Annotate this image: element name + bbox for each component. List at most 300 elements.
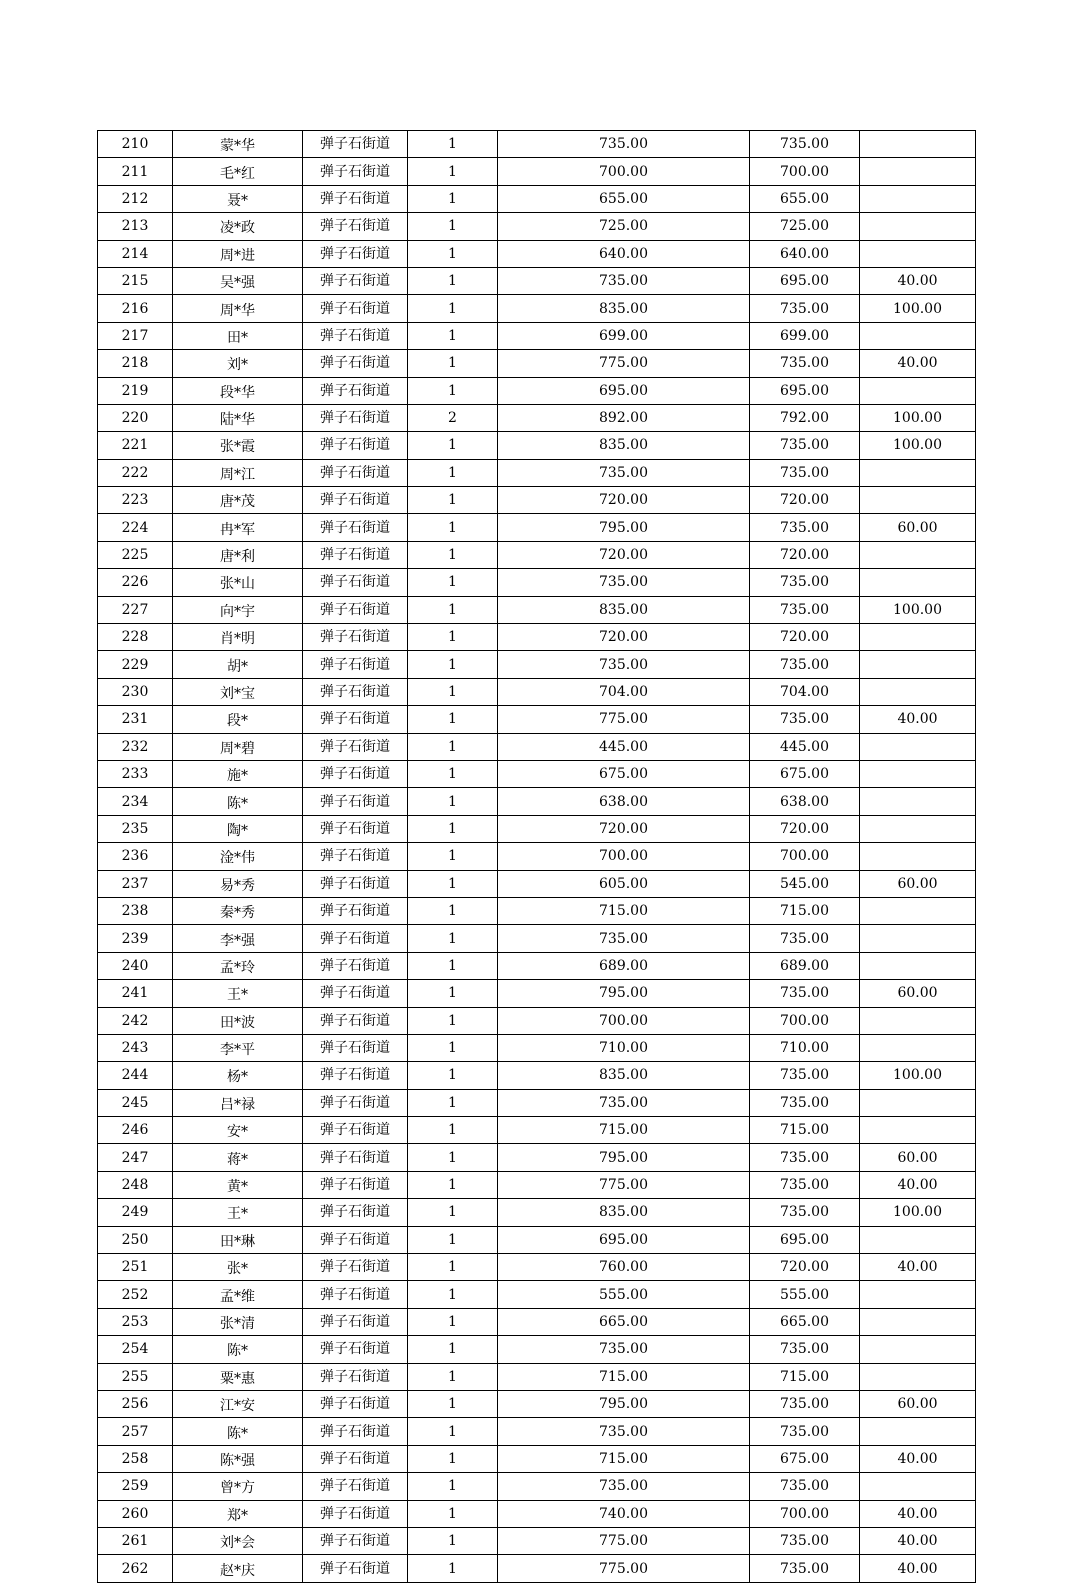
- street-cell: 弹子石街道: [303, 1390, 408, 1417]
- table-row: [98, 897, 976, 924]
- total-amount-cell: 720.00: [498, 815, 750, 842]
- standard-amount-cell: 735.00: [750, 980, 860, 1007]
- table-row: [98, 1089, 976, 1116]
- standard-amount-cell: 700.00: [750, 843, 860, 870]
- table-row: [98, 1336, 976, 1363]
- row-number-cell: 254: [98, 1336, 173, 1363]
- extra-amount-cell: 40.00: [860, 1555, 976, 1582]
- standard-amount-cell: 655.00: [750, 185, 860, 212]
- extra-amount-cell: [860, 651, 976, 678]
- name-cell: 张*霞: [173, 432, 303, 459]
- street-cell: 弹子石街道: [303, 1199, 408, 1226]
- street-cell: 弹子石街道: [303, 185, 408, 212]
- row-number-cell: 212: [98, 185, 173, 212]
- count-cell: 1: [408, 1226, 498, 1253]
- count-cell: 1: [408, 569, 498, 596]
- extra-amount-cell: [860, 1473, 976, 1500]
- row-number-cell: 221: [98, 432, 173, 459]
- total-amount-cell: 555.00: [498, 1281, 750, 1308]
- extra-amount-cell: [860, 131, 976, 158]
- total-amount-cell: 704.00: [498, 678, 750, 705]
- count-cell: 1: [408, 596, 498, 623]
- street-cell: 弹子石街道: [303, 240, 408, 267]
- extra-amount-cell: [860, 1281, 976, 1308]
- row-number-cell: 262: [98, 1555, 173, 1582]
- table-row: [98, 295, 976, 322]
- count-cell: 1: [408, 1336, 498, 1363]
- table-row: [98, 1555, 976, 1582]
- table-row: [98, 733, 976, 760]
- street-cell: 弹子石街道: [303, 678, 408, 705]
- name-cell: 冉*军: [173, 514, 303, 541]
- standard-amount-cell: 715.00: [750, 897, 860, 924]
- name-cell: 张*清: [173, 1308, 303, 1335]
- count-cell: 1: [408, 267, 498, 294]
- name-cell: 孟*维: [173, 1281, 303, 1308]
- total-amount-cell: 725.00: [498, 213, 750, 240]
- row-number-cell: 219: [98, 377, 173, 404]
- street-cell: 弹子石街道: [303, 624, 408, 651]
- extra-amount-cell: 100.00: [860, 596, 976, 623]
- row-number-cell: 238: [98, 897, 173, 924]
- count-cell: 1: [408, 1171, 498, 1198]
- standard-amount-cell: 700.00: [750, 1500, 860, 1527]
- total-amount-cell: 892.00: [498, 404, 750, 431]
- row-number-cell: 215: [98, 267, 173, 294]
- row-number-cell: 230: [98, 678, 173, 705]
- table-row: [98, 131, 976, 158]
- standard-amount-cell: 735.00: [750, 1390, 860, 1417]
- row-number-cell: 227: [98, 596, 173, 623]
- total-amount-cell: 735.00: [498, 1473, 750, 1500]
- total-amount-cell: 715.00: [498, 1445, 750, 1472]
- extra-amount-cell: [860, 1336, 976, 1363]
- table-row: [98, 1363, 976, 1390]
- table-row: [98, 1390, 976, 1417]
- name-cell: 凌*政: [173, 213, 303, 240]
- extra-amount-cell: [860, 487, 976, 514]
- extra-amount-cell: [860, 788, 976, 815]
- count-cell: 1: [408, 925, 498, 952]
- name-cell: 田*琳: [173, 1226, 303, 1253]
- name-cell: 王*: [173, 1199, 303, 1226]
- count-cell: 1: [408, 322, 498, 349]
- row-number-cell: 222: [98, 459, 173, 486]
- row-number-cell: 236: [98, 843, 173, 870]
- count-cell: 1: [408, 158, 498, 185]
- row-number-cell: 242: [98, 1007, 173, 1034]
- total-amount-cell: 835.00: [498, 1062, 750, 1089]
- name-cell: 杨*: [173, 1062, 303, 1089]
- name-cell: 陈*强: [173, 1445, 303, 1472]
- name-cell: 李*强: [173, 925, 303, 952]
- standard-amount-cell: 640.00: [750, 240, 860, 267]
- standard-amount-cell: 695.00: [750, 377, 860, 404]
- row-number-cell: 218: [98, 350, 173, 377]
- total-amount-cell: 715.00: [498, 1117, 750, 1144]
- extra-amount-cell: [860, 624, 976, 651]
- table-row: [98, 1199, 976, 1226]
- extra-amount-cell: [860, 678, 976, 705]
- name-cell: 刘*宝: [173, 678, 303, 705]
- total-amount-cell: 740.00: [498, 1500, 750, 1527]
- table-row: [98, 487, 976, 514]
- count-cell: 1: [408, 185, 498, 212]
- total-amount-cell: 735.00: [498, 459, 750, 486]
- total-amount-cell: 655.00: [498, 185, 750, 212]
- name-cell: 陈*: [173, 1418, 303, 1445]
- extra-amount-cell: [860, 377, 976, 404]
- name-cell: 王*: [173, 980, 303, 1007]
- extra-amount-cell: [860, 952, 976, 979]
- street-cell: 弹子石街道: [303, 706, 408, 733]
- extra-amount-cell: 60.00: [860, 870, 976, 897]
- extra-amount-cell: 40.00: [860, 1445, 976, 1472]
- total-amount-cell: 835.00: [498, 432, 750, 459]
- name-cell: 张*: [173, 1254, 303, 1281]
- count-cell: 1: [408, 541, 498, 568]
- row-number-cell: 244: [98, 1062, 173, 1089]
- street-cell: 弹子石街道: [303, 350, 408, 377]
- row-number-cell: 231: [98, 706, 173, 733]
- row-number-cell: 251: [98, 1254, 173, 1281]
- extra-amount-cell: [860, 322, 976, 349]
- street-cell: 弹子石街道: [303, 788, 408, 815]
- table-row: [98, 1254, 976, 1281]
- name-cell: 安*: [173, 1117, 303, 1144]
- table-row: [98, 432, 976, 459]
- standard-amount-cell: 735.00: [750, 1527, 860, 1554]
- row-number-cell: 247: [98, 1144, 173, 1171]
- street-cell: 弹子石街道: [303, 267, 408, 294]
- extra-amount-cell: [860, 1308, 976, 1335]
- table-row: [98, 1144, 976, 1171]
- extra-amount-cell: 60.00: [860, 1144, 976, 1171]
- standard-amount-cell: 725.00: [750, 213, 860, 240]
- standard-amount-cell: 735.00: [750, 1089, 860, 1116]
- total-amount-cell: 689.00: [498, 952, 750, 979]
- street-cell: 弹子石街道: [303, 1445, 408, 1472]
- count-cell: 1: [408, 1363, 498, 1390]
- name-cell: 粟*惠: [173, 1363, 303, 1390]
- street-cell: 弹子石街道: [303, 404, 408, 431]
- street-cell: 弹子石街道: [303, 952, 408, 979]
- table-row: [98, 1527, 976, 1554]
- street-cell: 弹子石街道: [303, 843, 408, 870]
- table-row: [98, 788, 976, 815]
- extra-amount-cell: [860, 1089, 976, 1116]
- total-amount-cell: 735.00: [498, 925, 750, 952]
- standard-amount-cell: 555.00: [750, 1281, 860, 1308]
- name-cell: 肖*明: [173, 624, 303, 651]
- standard-amount-cell: 735.00: [750, 1144, 860, 1171]
- name-cell: 周*江: [173, 459, 303, 486]
- count-cell: 1: [408, 240, 498, 267]
- standard-amount-cell: 720.00: [750, 624, 860, 651]
- extra-amount-cell: 40.00: [860, 1500, 976, 1527]
- standard-amount-cell: 710.00: [750, 1034, 860, 1061]
- row-number-cell: 235: [98, 815, 173, 842]
- standard-amount-cell: 638.00: [750, 788, 860, 815]
- table-row: [98, 843, 976, 870]
- extra-amount-cell: [860, 569, 976, 596]
- standard-amount-cell: 715.00: [750, 1363, 860, 1390]
- total-amount-cell: 795.00: [498, 1144, 750, 1171]
- name-cell: 田*波: [173, 1007, 303, 1034]
- total-amount-cell: 795.00: [498, 1390, 750, 1417]
- extra-amount-cell: 40.00: [860, 1171, 976, 1198]
- standard-amount-cell: 675.00: [750, 760, 860, 787]
- row-number-cell: 256: [98, 1390, 173, 1417]
- street-cell: 弹子石街道: [303, 897, 408, 924]
- name-cell: 刘*: [173, 350, 303, 377]
- extra-amount-cell: 100.00: [860, 1199, 976, 1226]
- street-cell: 弹子石街道: [303, 1034, 408, 1061]
- count-cell: 1: [408, 870, 498, 897]
- extra-amount-cell: 40.00: [860, 1527, 976, 1554]
- row-number-cell: 250: [98, 1226, 173, 1253]
- name-cell: 周*碧: [173, 733, 303, 760]
- total-amount-cell: 638.00: [498, 788, 750, 815]
- extra-amount-cell: [860, 1418, 976, 1445]
- standard-amount-cell: 735.00: [750, 1199, 860, 1226]
- extra-amount-cell: [860, 541, 976, 568]
- street-cell: 弹子石街道: [303, 1555, 408, 1582]
- street-cell: 弹子石街道: [303, 596, 408, 623]
- name-cell: 郑*: [173, 1500, 303, 1527]
- total-amount-cell: 735.00: [498, 1089, 750, 1116]
- table-row: [98, 404, 976, 431]
- standard-amount-cell: 735.00: [750, 1336, 860, 1363]
- table-row: [98, 541, 976, 568]
- count-cell: 2: [408, 404, 498, 431]
- total-amount-cell: 715.00: [498, 1363, 750, 1390]
- street-cell: 弹子石街道: [303, 1473, 408, 1500]
- count-cell: 1: [408, 788, 498, 815]
- row-number-cell: 224: [98, 514, 173, 541]
- total-amount-cell: 695.00: [498, 377, 750, 404]
- street-cell: 弹子石街道: [303, 1144, 408, 1171]
- table-row: [98, 158, 976, 185]
- street-cell: 弹子石街道: [303, 459, 408, 486]
- row-number-cell: 260: [98, 1500, 173, 1527]
- street-cell: 弹子石街道: [303, 1418, 408, 1445]
- extra-amount-cell: [860, 760, 976, 787]
- extra-amount-cell: 60.00: [860, 514, 976, 541]
- total-amount-cell: 720.00: [498, 541, 750, 568]
- count-cell: 1: [408, 377, 498, 404]
- total-amount-cell: 795.00: [498, 980, 750, 1007]
- extra-amount-cell: [860, 733, 976, 760]
- table-row: [98, 213, 976, 240]
- count-cell: 1: [408, 952, 498, 979]
- row-number-cell: 246: [98, 1117, 173, 1144]
- name-cell: 李*平: [173, 1034, 303, 1061]
- count-cell: 1: [408, 678, 498, 705]
- name-cell: 聂*: [173, 185, 303, 212]
- row-number-cell: 234: [98, 788, 173, 815]
- standard-amount-cell: 695.00: [750, 267, 860, 294]
- street-cell: 弹子石街道: [303, 541, 408, 568]
- count-cell: 1: [408, 980, 498, 1007]
- total-amount-cell: 835.00: [498, 1199, 750, 1226]
- extra-amount-cell: [860, 158, 976, 185]
- row-number-cell: 237: [98, 870, 173, 897]
- table-row: [98, 870, 976, 897]
- name-cell: 陆*华: [173, 404, 303, 431]
- total-amount-cell: 735.00: [498, 569, 750, 596]
- count-cell: 1: [408, 1199, 498, 1226]
- name-cell: 毛*红: [173, 158, 303, 185]
- total-amount-cell: 700.00: [498, 158, 750, 185]
- name-cell: 陈*: [173, 1336, 303, 1363]
- row-number-cell: 217: [98, 322, 173, 349]
- total-amount-cell: 835.00: [498, 295, 750, 322]
- row-number-cell: 239: [98, 925, 173, 952]
- name-cell: 田*: [173, 322, 303, 349]
- count-cell: 1: [408, 1007, 498, 1034]
- standard-amount-cell: 792.00: [750, 404, 860, 431]
- standard-amount-cell: 735.00: [750, 1555, 860, 1582]
- row-number-cell: 249: [98, 1199, 173, 1226]
- standard-amount-cell: 735.00: [750, 1062, 860, 1089]
- standard-amount-cell: 700.00: [750, 158, 860, 185]
- standard-amount-cell: 735.00: [750, 596, 860, 623]
- count-cell: 1: [408, 733, 498, 760]
- name-cell: 唐*茂: [173, 487, 303, 514]
- total-amount-cell: 775.00: [498, 1527, 750, 1554]
- street-cell: 弹子石街道: [303, 514, 408, 541]
- extra-amount-cell: [860, 1007, 976, 1034]
- name-cell: 陈*: [173, 788, 303, 815]
- table-row: [98, 1007, 976, 1034]
- row-number-cell: 243: [98, 1034, 173, 1061]
- row-number-cell: 240: [98, 952, 173, 979]
- total-amount-cell: 700.00: [498, 843, 750, 870]
- name-cell: 向*宇: [173, 596, 303, 623]
- extra-amount-cell: 60.00: [860, 1390, 976, 1417]
- name-cell: 孟*玲: [173, 952, 303, 979]
- standard-amount-cell: 735.00: [750, 295, 860, 322]
- name-cell: 江*安: [173, 1390, 303, 1417]
- row-number-cell: 232: [98, 733, 173, 760]
- count-cell: 1: [408, 459, 498, 486]
- name-cell: 陶*: [173, 815, 303, 842]
- name-cell: 吴*强: [173, 267, 303, 294]
- table-row: [98, 1473, 976, 1500]
- extra-amount-cell: [860, 815, 976, 842]
- street-cell: 弹子石街道: [303, 213, 408, 240]
- standard-amount-cell: 735.00: [750, 925, 860, 952]
- street-cell: 弹子石街道: [303, 980, 408, 1007]
- standard-amount-cell: 720.00: [750, 1254, 860, 1281]
- total-amount-cell: 735.00: [498, 131, 750, 158]
- standard-amount-cell: 695.00: [750, 1226, 860, 1253]
- total-amount-cell: 760.00: [498, 1254, 750, 1281]
- count-cell: 1: [408, 760, 498, 787]
- name-cell: 淦*伟: [173, 843, 303, 870]
- total-amount-cell: 720.00: [498, 487, 750, 514]
- street-cell: 弹子石街道: [303, 1363, 408, 1390]
- street-cell: 弹子石街道: [303, 487, 408, 514]
- count-cell: 1: [408, 213, 498, 240]
- total-amount-cell: 605.00: [498, 870, 750, 897]
- extra-amount-cell: 40.00: [860, 350, 976, 377]
- table-row: [98, 706, 976, 733]
- extra-amount-cell: [860, 925, 976, 952]
- table-row: [98, 1171, 976, 1198]
- table-row: [98, 1117, 976, 1144]
- total-amount-cell: 735.00: [498, 267, 750, 294]
- row-number-cell: 229: [98, 651, 173, 678]
- extra-amount-cell: 100.00: [860, 404, 976, 431]
- street-cell: 弹子石街道: [303, 1336, 408, 1363]
- total-amount-cell: 640.00: [498, 240, 750, 267]
- extra-amount-cell: 40.00: [860, 267, 976, 294]
- name-cell: 黄*: [173, 1171, 303, 1198]
- row-number-cell: 259: [98, 1473, 173, 1500]
- street-cell: 弹子石街道: [303, 870, 408, 897]
- row-number-cell: 255: [98, 1363, 173, 1390]
- extra-amount-cell: 100.00: [860, 1062, 976, 1089]
- standard-amount-cell: 720.00: [750, 487, 860, 514]
- street-cell: 弹子石街道: [303, 322, 408, 349]
- row-number-cell: 248: [98, 1171, 173, 1198]
- total-amount-cell: 675.00: [498, 760, 750, 787]
- name-cell: 周*进: [173, 240, 303, 267]
- standard-amount-cell: 735.00: [750, 432, 860, 459]
- table-body: [98, 131, 976, 1583]
- name-cell: 赵*庆: [173, 1555, 303, 1582]
- row-number-cell: 252: [98, 1281, 173, 1308]
- street-cell: 弹子石街道: [303, 1007, 408, 1034]
- total-amount-cell: 699.00: [498, 322, 750, 349]
- street-cell: 弹子石街道: [303, 760, 408, 787]
- street-cell: 弹子石街道: [303, 1062, 408, 1089]
- extra-amount-cell: 40.00: [860, 706, 976, 733]
- count-cell: 1: [408, 1555, 498, 1582]
- count-cell: 1: [408, 432, 498, 459]
- count-cell: 1: [408, 624, 498, 651]
- extra-amount-cell: [860, 897, 976, 924]
- table-row: [98, 651, 976, 678]
- standard-amount-cell: 735.00: [750, 1171, 860, 1198]
- row-number-cell: 213: [98, 213, 173, 240]
- count-cell: 1: [408, 1089, 498, 1116]
- row-number-cell: 214: [98, 240, 173, 267]
- standard-amount-cell: 735.00: [750, 1473, 860, 1500]
- count-cell: 1: [408, 706, 498, 733]
- table-row: [98, 1500, 976, 1527]
- table-row: [98, 1062, 976, 1089]
- standard-amount-cell: 735.00: [750, 514, 860, 541]
- total-amount-cell: 735.00: [498, 1336, 750, 1363]
- extra-amount-cell: [860, 1226, 976, 1253]
- table-row: [98, 514, 976, 541]
- street-cell: 弹子石街道: [303, 925, 408, 952]
- standard-amount-cell: 689.00: [750, 952, 860, 979]
- street-cell: 弹子石街道: [303, 131, 408, 158]
- street-cell: 弹子石街道: [303, 1117, 408, 1144]
- count-cell: 1: [408, 295, 498, 322]
- table-row: [98, 952, 976, 979]
- count-cell: 1: [408, 514, 498, 541]
- table-row: [98, 596, 976, 623]
- table-row: [98, 1418, 976, 1445]
- table-row: [98, 1308, 976, 1335]
- total-amount-cell: 720.00: [498, 624, 750, 651]
- standard-amount-cell: 720.00: [750, 541, 860, 568]
